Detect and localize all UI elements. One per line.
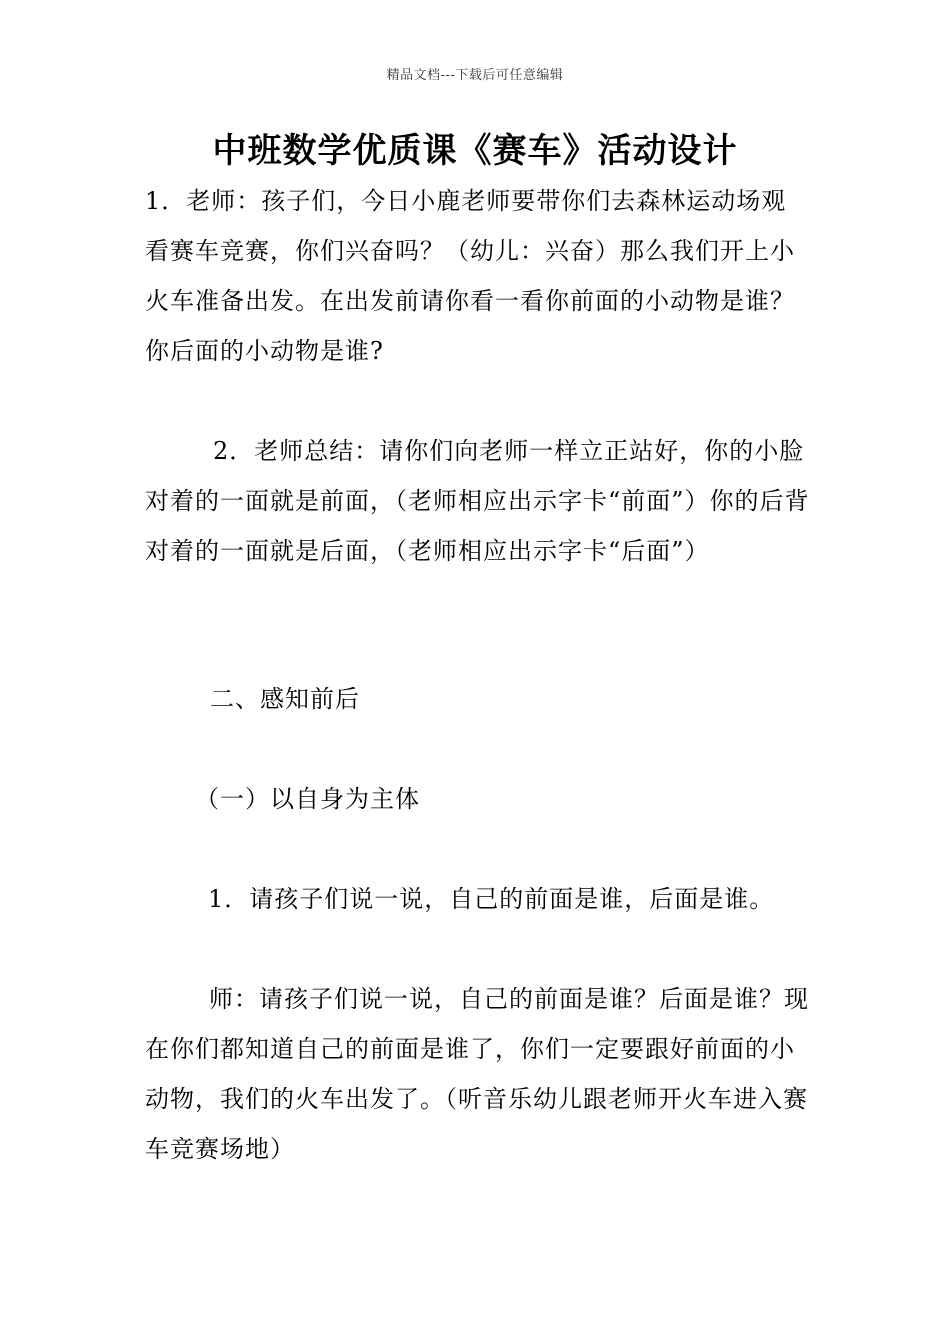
subsection-heading-self-subject: （一）以自身为主体	[195, 785, 420, 813]
paragraph-teacher-train: 师：请孩子们说一说，自己的前面是谁？后面是谁？现在你们都知道自己的前面是谁了，你们一定要跟好前面的小动物，我们的火车出发了。（听音乐幼儿跟老师开火车进入赛车竞赛场地）	[145, 985, 809, 1163]
paragraph-teacher-summary: 2．老师总结：请你们向老师一样立正站好，你的小脸对着的一面就是前面，（老师相应出示字卡“前面”）你的后背对着的一面就是后面，（老师相应出示字卡“后面”）	[145, 437, 810, 565]
paragraph-children-speak: 1．请孩子们说一说，自己的前面是谁，后面是谁。	[208, 885, 775, 913]
document-title: 中班数学优质课《赛车》活动设计	[212, 131, 738, 171]
section-heading-perceive-front-back: 二、感知前后	[210, 685, 360, 713]
paragraph-teacher-intro: 1．老师：孩子们，今日小鹿老师要带你们去森林运动场观看赛车竞赛，你们兴奋吗？（幼儿：兴奋）那么我们开上小火车准备出发。在出发前请你看一看你前面的小动物是谁？你后面的小动物是谁?	[145, 187, 795, 365]
page-header-note: 精品文档---下载后可任意编辑	[386, 68, 564, 83]
